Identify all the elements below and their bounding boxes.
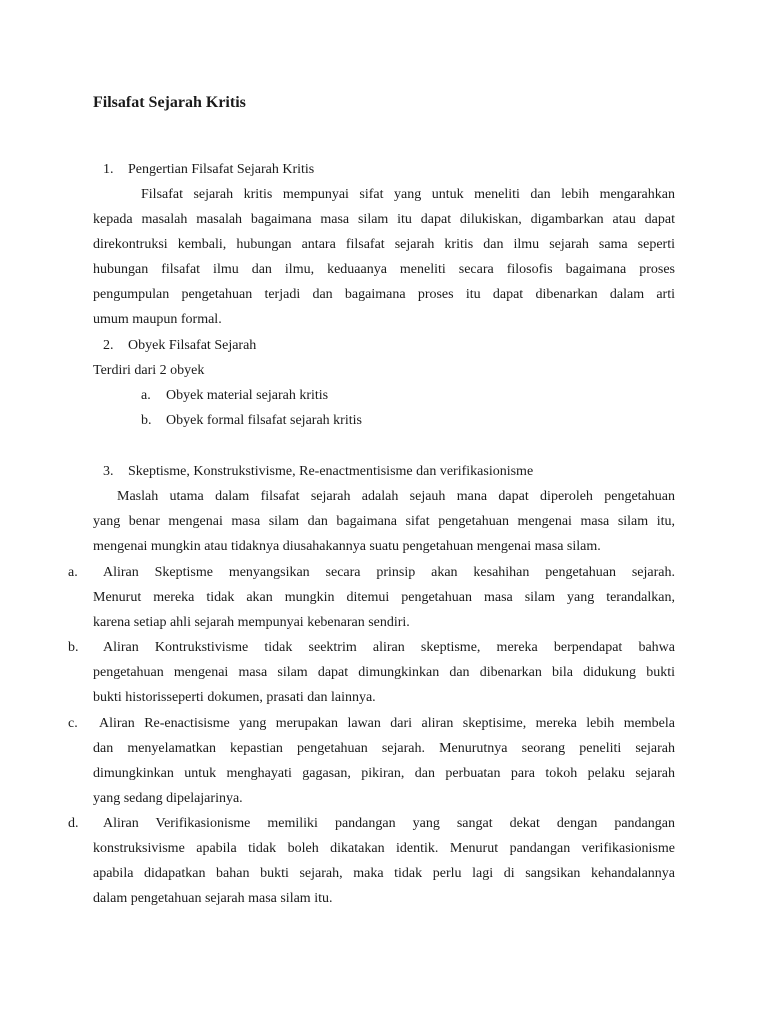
list-item-line: Aliran Re-enactisisme yang merupakan lawan dari aliran skeptisime, mereka lebih membela xyxy=(99,716,675,731)
paragraph-line: Maslah utama dalam filsafat sejarah adalah sejauh mana dapat diperoleh pengetahuan xyxy=(117,489,675,504)
list-marker: a. xyxy=(68,565,78,580)
list-marker: b. xyxy=(68,640,79,655)
list-item-line: karena setiap ahli sejarah mempunyai kebenaran sendiri. xyxy=(93,615,410,630)
list-item-line: dalam pengetahuan sejarah masa silam itu. xyxy=(93,891,333,906)
list-item-line: Aliran Verifikasionisme memiliki pandangan yang sangat dekat dengan pandangan xyxy=(103,816,675,831)
list-item-line: yang sedang dipelajarinya. xyxy=(93,791,243,806)
section-3-heading: Skeptisme, Konstrukstivisme, Re-enactmentisisme dan verifikasionisme xyxy=(128,464,534,479)
paragraph-line: Filsafat sejarah kritis mempunyai sifat yang untuk meneliti dan lebih mengarahkan xyxy=(141,187,675,202)
list-item-line: dimungkinkan untuk menghayati gagasan, pikiran, dan perbuatan para tokoh pelaku sejarah xyxy=(93,766,675,781)
paragraph-line: hubungan filsafat ilmu dan ilmu, keduaanya meneliti secara filosofis bagaimana proses xyxy=(93,262,675,277)
list-marker: c. xyxy=(68,716,78,731)
section-2-heading: Obyek Filsafat Sejarah xyxy=(128,338,257,353)
section-2-intro: Terdiri dari 2 obyek xyxy=(93,363,205,378)
list-item-line: bukti historisseperti dokumen, prasati dan lainnya. xyxy=(93,690,376,705)
section-1-number: 1. xyxy=(103,162,114,177)
section-1-heading: Pengertian Filsafat Sejarah Kritis xyxy=(128,162,315,177)
list-item-line: konstruksivisme apabila tidak boleh dikatakan identik. Menurut pandangan verifikasionisme xyxy=(93,841,675,856)
list-item-line: Aliran Skeptisme menyangsikan secara prinsip akan kesahihan pengetahuan sejarah. xyxy=(103,565,675,580)
list-item-line: pengetahuan mengenai masa silam dapat dimungkinkan dan dibenarkan bila didukung bukti xyxy=(93,665,675,680)
list-marker: a. xyxy=(141,388,151,403)
section-2-number: 2. xyxy=(103,338,114,353)
paragraph-line: umum maupun formal. xyxy=(93,312,222,327)
section-3-number: 3. xyxy=(103,464,114,479)
paragraph-line: pengumpulan pengetahuan terjadi dan bagaimana proses itu dapat dibenarkan dalam arti xyxy=(93,287,675,302)
paragraph-line: kepada masalah masalah bagaimana masa silam itu dapat dilukiskan, digambarkan atau dapat xyxy=(93,212,675,227)
paragraph-line: mengenai mungkin atau tidaknya diusahakannya suatu pengetahuan mengenai masa silam. xyxy=(93,539,601,554)
paragraph-line: direkontruksi kembali, hubungan antara filsafat sejarah kritis dan ilmu sejarah sama seperti xyxy=(93,237,675,252)
list-item-line: apabila didapatkan bahan bukti sejarah, maka tidak perlu lagi di sangsikan kehandalannya xyxy=(93,866,675,881)
document-title: Filsafat Sejarah Kritis xyxy=(93,94,246,111)
list-marker: d. xyxy=(68,816,79,831)
list-item-line: dan menyelamatkan kepastian pengetahuan sejarah. Menurutnya seorang peneliti sejarah xyxy=(93,741,675,756)
list-item-line: Aliran Kontrukstivisme tidak seektrim aliran skeptisme, mereka berpendapat bahwa xyxy=(103,640,675,655)
list-item-line: Menurut mereka tidak akan mungkin ditemui pengetahuan masa silam yang terandalkan, xyxy=(93,590,675,605)
list-item: Obyek material sejarah kritis xyxy=(166,388,329,403)
paragraph-line: yang benar mengenai masa silam dan bagaimana sifat pengetahuan mengenai masa silam itu, xyxy=(93,514,675,529)
list-item: Obyek formal filsafat sejarah kritis xyxy=(166,413,362,428)
list-marker: b. xyxy=(141,413,152,428)
